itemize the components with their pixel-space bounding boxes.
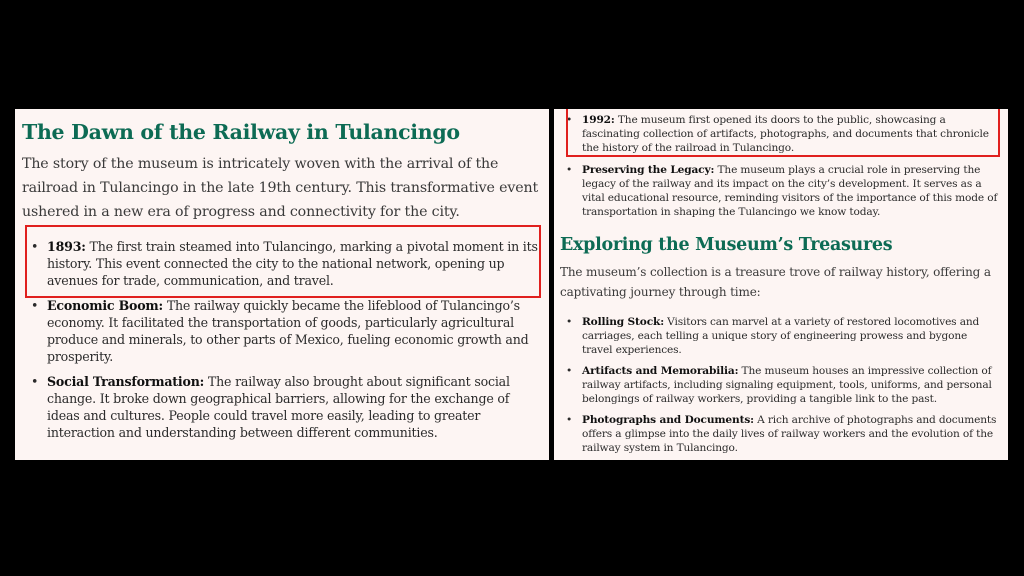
list-item-1992 [560,113,1000,155]
bullet-icon: • [566,365,573,377]
list-item-economic-boom [25,297,545,365]
bullet-icon: • [566,316,573,328]
list-item-term: Photographs and Documents: [582,414,754,426]
museum-history-bullet-list [560,113,1000,227]
section-intro-paragraph: The museum’s collection is a treasure trove of railway history, offering a captivating journey through time: [560,265,991,299]
list-item-1893 [25,238,545,289]
right-document-panel [554,109,1008,460]
list-item-text: The first train steamed into Tulancingo, marking a pivotal moment in its history. This event connected the city to the national network, opening up avenues for trade, communication, and travel. [47,239,538,288]
bullet-icon: • [566,164,573,176]
list-item-text: The museum first opened its doors to the public, showcasing a fascinating collection of artifacts, photographs, and documents that chronicle the history of the railroad in Tulancingo. [582,114,989,154]
bullet-icon: • [566,114,573,126]
left-document-panel [15,109,549,460]
bullet-icon: • [31,298,39,313]
section-heading-museum-treasures: Exploring the Museum’s Treasures [560,235,893,255]
list-item-term: 1893: [47,239,86,254]
section-heading-dawn-of-railway: The Dawn of the Railway in Tulancingo [22,120,460,144]
section-intro-paragraph: The story of the museum is intricately woven with the arrival of the railroad in Tulancingo in the late 19th century. This transformative event ushered in a new era of progress and connectivity for the city. [22,156,539,220]
treasures-bullet-list [560,315,1000,460]
list-item-text: A rich archive of photographs and documents offers a glimpse into the daily lives of railway workers and the evolution of the railway system in Tulancingo. [582,414,997,454]
history-bullet-list [25,238,545,449]
list-item-term: Social Transformation: [47,374,205,389]
list-item-term: 1992: [582,114,615,126]
list-item-term: Artifacts and Memorabilia: [582,365,739,377]
list-item-text: The museum plays a crucial role in preserving the legacy of the railway and its impact on the city’s development. It serves as a vital educational resource, reminding visitors of the importance of this mode of transportation in shaping the Tulancingo we know today. [582,164,998,218]
bullet-icon: • [31,374,39,389]
list-item-artifacts-memorabilia [560,364,1000,406]
bullet-icon: • [566,414,573,426]
list-item-photographs-documents [560,413,1000,455]
list-item-term: Economic Boom: [47,298,164,313]
list-item-text: Visitors can marvel at a variety of restored locomotives and carriages, each telling a unique story of engineering prowess and bygone travel experiences. [582,316,980,356]
list-item-text: The railway quickly became the lifeblood of Tulancingo’s economy. It facilitated the transportation of goods, particularly agricultural produce and minerals, to other parts of Mexico, fueling economic growth and prosperity. [47,298,529,364]
list-item-term: Preserving the Legacy: [582,164,715,176]
bullet-icon: • [31,239,39,254]
list-item-text: The museum houses an impressive collection of railway artifacts, including signaling equipment, tools, uniforms, and personal belongings of railway workers, providing a tangible link to the past. [582,365,992,405]
list-item-term: Rolling Stock: [582,316,664,328]
list-item-text: The railway also brought about significant social change. It broke down geographical barriers, allowing for the exchange of ideas and cultures. People could travel more easily, leading to greater interaction and understanding between different communities. [47,374,510,440]
list-item-rolling-stock [560,315,1000,357]
list-item-social-transformation [25,373,545,441]
list-item-preserving-legacy [560,163,1000,219]
